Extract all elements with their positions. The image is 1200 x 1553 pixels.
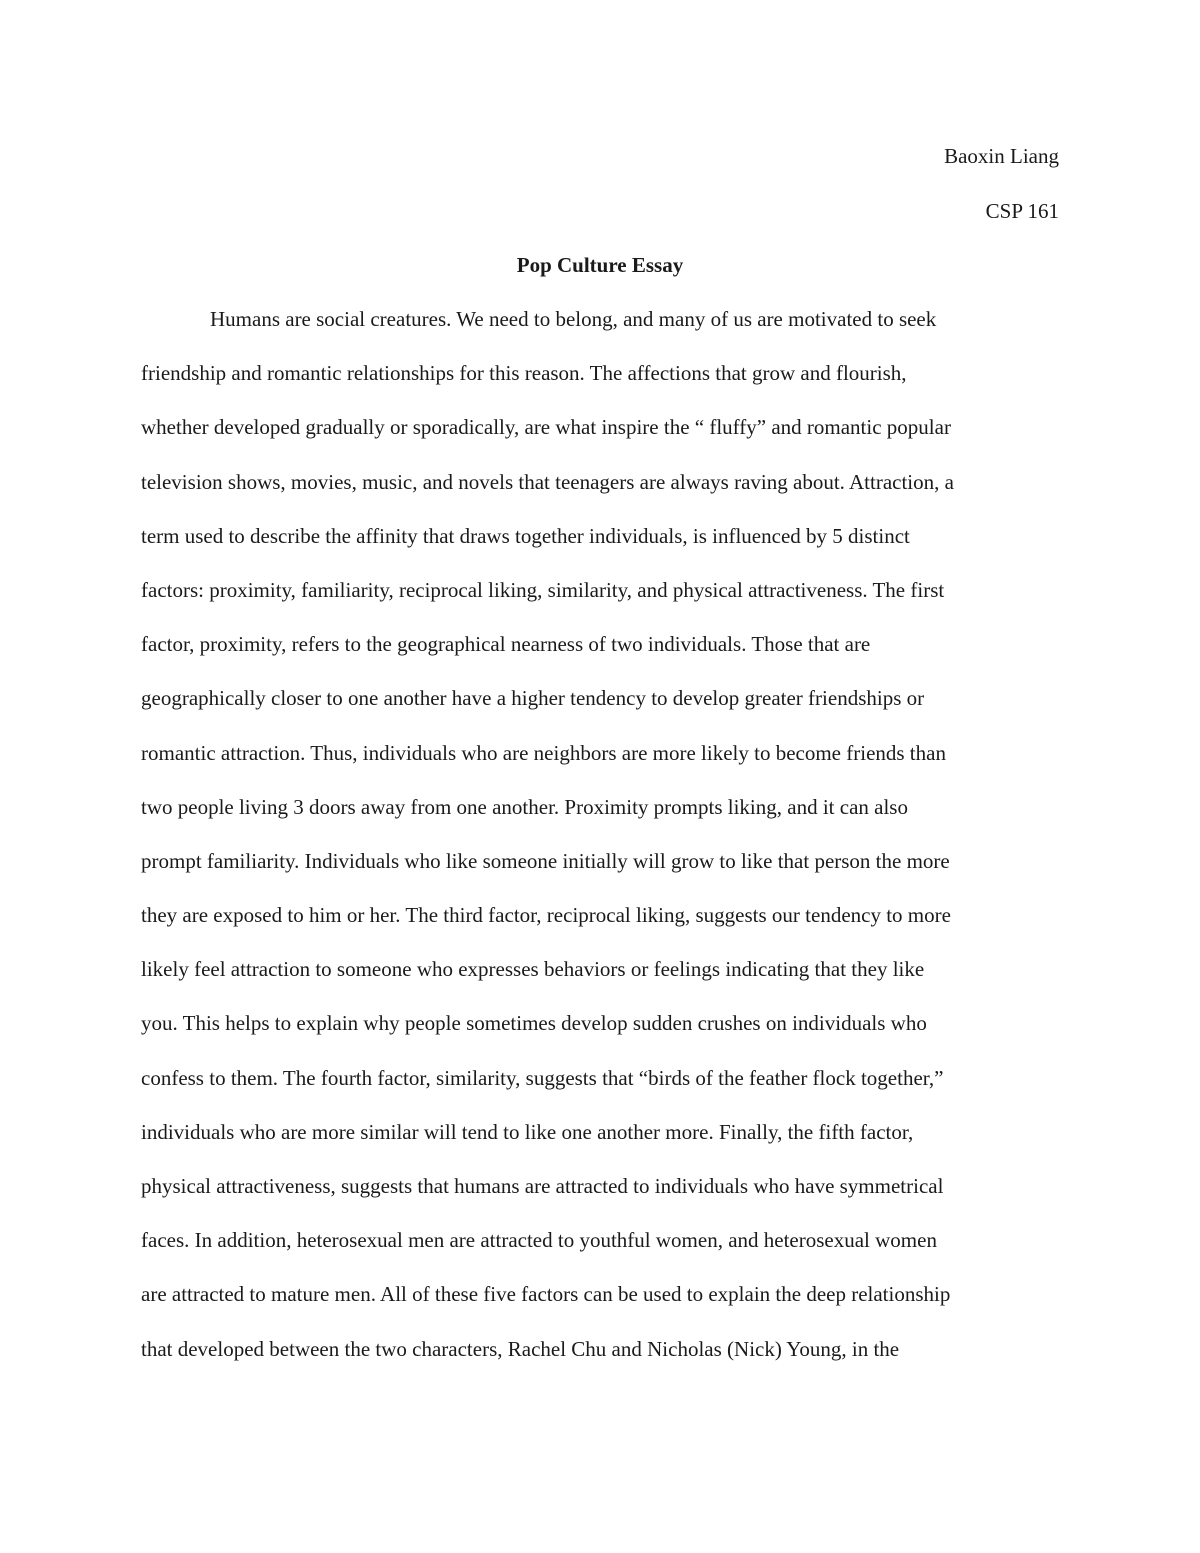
paragraph-line: that developed between the two characters, Rachel Chu and Nicholas (Nick) Young, in the xyxy=(141,1336,900,1361)
paragraph-line: they are exposed to him or her. The third factor, reciprocal liking, suggests our tendency to more xyxy=(141,903,951,928)
paragraph-line: geographically closer to one another have a higher tendency to develop greater friendships or xyxy=(141,686,925,711)
paragraph-line: Humans are social creatures. We need to belong, and many of us are motivated to seek xyxy=(210,307,937,331)
paragraph-line: likely feel attraction to someone who expresses behaviors or feelings indicating that they like xyxy=(141,957,925,982)
paragraph-line: prompt familiarity. Individuals who like someone initially will grow to like that person the more xyxy=(141,848,950,873)
essay-title: Pop Culture Essay xyxy=(516,253,684,277)
paragraph-line: physical attractiveness, suggests that humans are attracted to individuals who have symmetrical xyxy=(141,1174,944,1198)
paragraph-line: friendship and romantic relationships for this reason. The affections that grow and flourish, xyxy=(141,361,907,386)
paragraph-line: confess to them. The fourth factor, similarity, suggests that “birds of the feather flock together,” xyxy=(141,1065,944,1090)
paragraph-line: are attracted to mature men. All of these five factors can be used to explain the deep relationship xyxy=(141,1282,951,1307)
paragraph-line: factors: proximity, familiarity, reciprocal liking, similarity, and physical attractiveness. The first xyxy=(141,577,945,602)
paragraph-line: television shows, movies, music, and novels that teenagers are always raving about. Attraction, a xyxy=(141,469,954,494)
essay-paragraph xyxy=(141,304,1061,1388)
paragraph-line: romantic attraction. Thus, individuals who are neighbors are more likely to become friends than xyxy=(141,740,946,765)
paragraph-line: faces. In addition, heterosexual men are attracted to youthful women, and heterosexual women xyxy=(141,1228,937,1253)
paragraph-line: term used to describe the affinity that draws together individuals, is influenced by 5 distinct xyxy=(141,523,910,548)
paragraph-line: whether developed gradually or sporadically, are what inspire the “ fluffy” and romantic popular xyxy=(141,415,951,440)
course-code: CSP 161 xyxy=(985,199,1059,223)
paragraph-line: you. This helps to explain why people sometimes develop sudden crushes on individuals who xyxy=(141,1011,927,1036)
paragraph-line: individuals who are more similar will tend to like one another more. Finally, the fifth factor, xyxy=(141,1119,914,1144)
paragraph-line: factor, proximity, refers to the geographical nearness of two individuals. Those that are xyxy=(141,632,871,657)
paragraph-line: two people living 3 doors away from one another. Proximity prompts liking, and it can also xyxy=(141,794,908,819)
author-name: Baoxin Liang xyxy=(944,144,1059,168)
